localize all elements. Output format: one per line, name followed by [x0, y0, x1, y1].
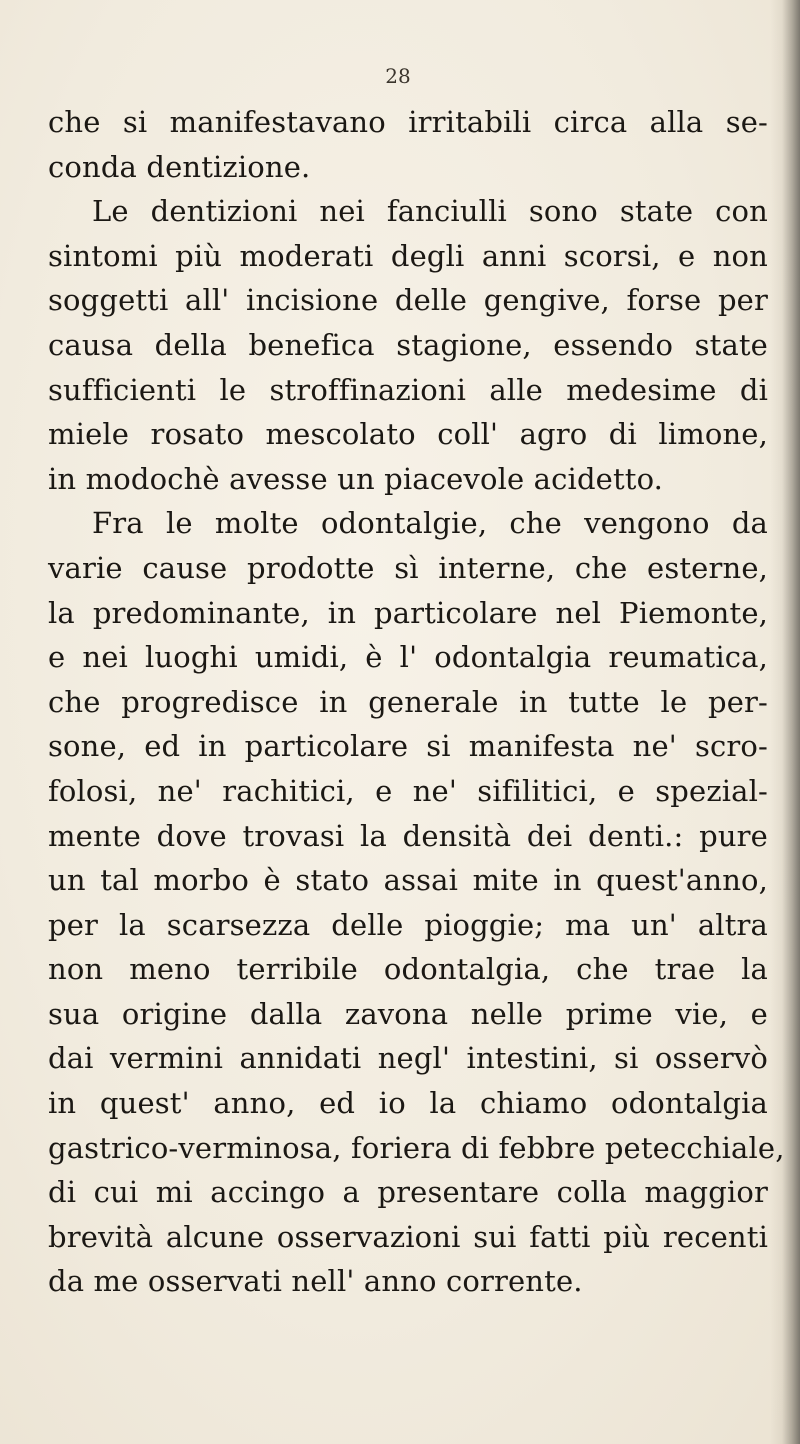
- text-line: causa della benefica stagione, essendo state: [48, 327, 768, 362]
- text-line: mente dove trovasi la densità dei denti.: pure: [48, 818, 768, 853]
- text-line: soggetti all' incisione delle gengive, forse per: [48, 283, 768, 318]
- text-line: dai vermini annidati negl' intestini, si osservò: [48, 1041, 768, 1076]
- paragraph-start-line: Fra le molte odontalgie, che vengono da: [92, 506, 768, 541]
- text-line: in quest' anno, ed io la chiamo odontalgia: [48, 1086, 768, 1121]
- text-line: in modochè avesse un piacevole acidetto.: [48, 461, 664, 496]
- text-line: brevità alcune osservazioni sui fatti più recenti: [48, 1219, 768, 1254]
- text-line: varie cause prodotte sì interne, che esterne,: [48, 550, 768, 585]
- text-line: un tal morbo è stato assai mite in quest'anno,: [48, 863, 768, 898]
- text-line: non meno terribile odontalgia, che trae la: [48, 952, 768, 987]
- paragraph-start-line: Le dentizioni nei fanciulli sono state con: [92, 194, 768, 229]
- text-line: miele rosato mescolato coll' agro di limone,: [48, 417, 768, 452]
- text-line: e nei luoghi umidi, è l' odontalgia reumatica,: [48, 640, 768, 675]
- text-line: di cui mi accingo a presentare colla maggior: [48, 1175, 768, 1210]
- text-line: la predominante, in particolare nel Piemonte,: [48, 595, 768, 630]
- text-line: sone, ed in particolare si manifesta ne' scro-: [48, 729, 768, 764]
- text-line: che progredisce in generale in tutte le per-: [48, 684, 768, 719]
- text-line: sufficienti le stroffinazioni alle medesime di: [48, 372, 768, 407]
- page-number: 28: [385, 64, 411, 88]
- text-line: per la scarsezza delle pioggie; ma un' altra: [48, 907, 768, 942]
- text-line: da me osservati nell' anno corrente.: [48, 1264, 583, 1299]
- text-line: gastrico-verminosa, foriera di febbre petecchiale,: [48, 1130, 785, 1165]
- text-line: che si manifestavano irritabili circa alla se-: [48, 105, 768, 139]
- body-text: [48, 100, 785, 1304]
- text-line: conda dentizione.: [48, 149, 311, 184]
- text-line: sintomi più moderati degli anni scorsi, e non: [48, 238, 768, 273]
- text-line: sua origine dalla zavona nelle prime vie, e: [48, 996, 768, 1031]
- text-line: folosi, ne' rachitici, e ne' sifilitici, e spezial-: [48, 773, 768, 808]
